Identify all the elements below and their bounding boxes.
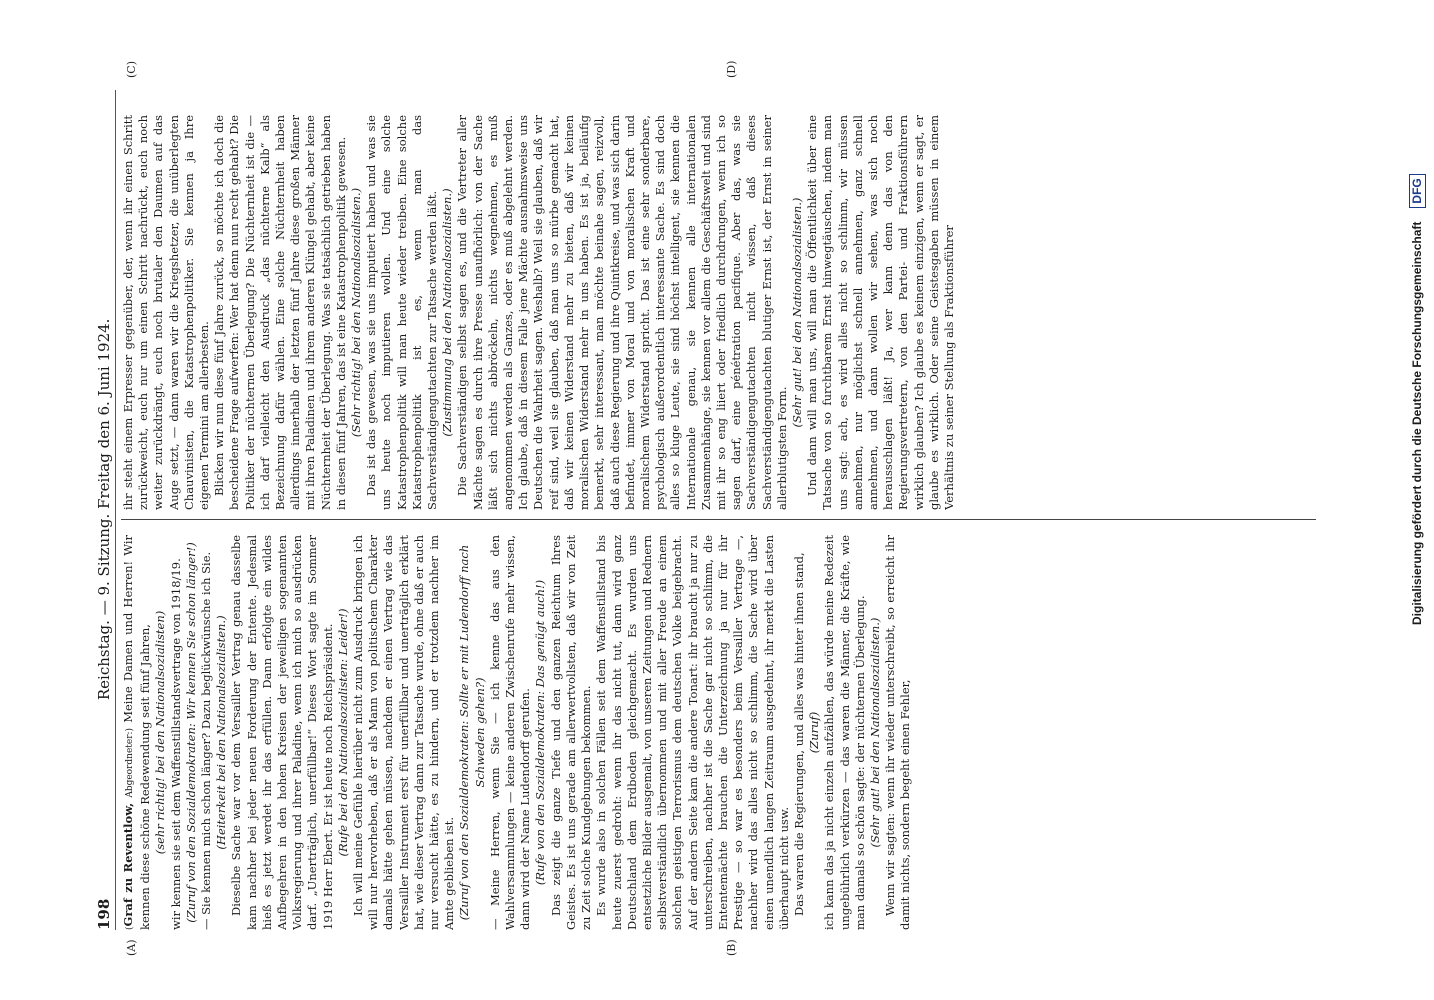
interjection: (Heiterkeit bei den Nationalsozialisten.)	[214, 615, 229, 850]
paragraph: ich kann das ja nicht einzeln aufzählen, das würde meine Redezeit ungebührlich verkürzen — das waren die Männer, die Kräfte, wie man damals so schön sagte: der nüchternen Überlegung.	[822, 535, 867, 930]
interjection: (sehr richtig! bei den Nationalsozialisten)	[153, 610, 168, 855]
paragraph: Das ist das gewesen, was sie uns imputiert haben und was sie uns heute noch imputieren wollen. Und eine solche Katastrophenpolitik will man heute wieder treiben. Eine solche Katastrophenpolitik ist es, wenn man das Sachverständigengutachten zur Tatsache werden läßt.	[364, 115, 440, 510]
speech-text: Meine Damen und Herren! Wir kennen diese schöne Redewendung seit fünf Jahren,	[121, 535, 153, 930]
margin-letter-c: (C)	[125, 61, 138, 78]
margin-letter-a: (A)	[125, 939, 138, 956]
paragraph: Es wurde also in solchen Fällen seit dem Waffenstillstand bis heute zuerst gedroht: wenn ihr das nicht tut, dann wird ganz Deutschland dem Erdboden gleichgemacht. Es wurden uns entsetzliche Bilder ausgemalt, von unseren Zeitungen und Rednern selbstverständlich übernommen und mit aller Freude an einem solchen geistigen Terrorismus dem deutschen Volke beigebracht. Auf der andern Seite kam die andere Tonart: ihr braucht ja nur zu unterschreiben, nachher ist die Sache gar nicht so schlimm, die Ententemächte brauchen die Unterzeichnung ja nur für ihr Prestige — so war es besonders beim Versailler Vertrage —, nachher wird das alles nicht so schlimm, die Sache wird über einen unendlich langen Zeitraum ausgedehnt, ihr merkt die Lasten überhaupt nicht usw.	[594, 535, 791, 930]
paragraph: Das zeigt die ganze Tiefe und den ganzen Reichtum Ihres Geistes. Es ist uns gerade am allerwertvollsten, daß wir von Zeit zu Zeit solche Kundgebungen bekommen.	[548, 535, 594, 930]
running-title: Reichstag. — 9. Sitzung. Freitag den 6. Juni 1924.	[95, 318, 113, 701]
paragraph: wir kennen sie seit dem Waffenstillstandsvertrage von 1918/19.	[168, 558, 183, 930]
interjection: (Sehr gut! bei den Nationalsozialisten.)	[789, 197, 804, 428]
paragraph: Ich will meine Gefühle hierüber nicht zum Ausdruck bringen ich will nur hervorheben, daß er als Mann von politischem Charakter damals hätte gehen müssen, nachdem er einen Vertrag wie das Versailler Instrument erst für unerfüllbar und unerträglich erklärt hat, wie dieser Vertrag dann zur Tatsache wurde, ohne daß er auch nur versucht hätte, es zu hindern, und er trotzdem nachher im Amte geblieben ist.	[351, 535, 457, 930]
margin-letter-b: (B)	[725, 939, 738, 956]
paragraph: Die Sachverständigen selbst sagen es, und die Vertreter aller Mächte sagen es durch ihre Presse unaufhörlich: von der Sache läßt sich nichts abbröckeln, nichts wegnehmen, es muß angenommen werden als Ganzes, oder es muß abgelehnt werden. Ich glaube, daß in diesem Falle jene Mächte ausnahmsweise uns Deutschen die Wahrheit sagen. Weshalb? Weil sie glauben, daß wir reif sind, weil sie glauben, daß man uns so mürbe gemacht hat, daß wir keinen Widerstand mehr zu bieten, daß wir keinen moralischen Widerstand mehr in uns haben. Es ist ja, beiläufig bemerkt, sehr interessant, man möchte beinahe sagen, reizvoll, daß auch diese Regierung und ihre Quintkreise, und was sich darin befindet, immer von Moral und von moralischen Kraft und moralischem Widerstand spricht. Das ist eine sehr sonderbare, psychologisch außerordentlich interessante Sache. Es sind doch alles so kluge Leute, sie sind höchst intelligent, sie kennen die Internationale genau, sie kennen alle internationalen Zusammenhänge, sie kennen vor allem die Geschäftswelt und sind mit ihr so eng liiert oder friedlich durchdrungen, wenn ich so sagen darf, eine pénétration pacifique. Aber das, was sie Sachverständigengutachten nicht wissen, daß dieses Sachverständigengutachten blutiger Ernst ist, der Ernst in seiner allerblutigsten Form.	[455, 115, 789, 510]
paragraph: — Meine Herren, wenn Sie — ich kenne das aus den Wahlversammlungen — keine anderen Zwischenrufe mehr wissen, dann wird der Name Ludendorff gerufen.	[487, 535, 533, 930]
margin-letter-d: (D)	[725, 60, 738, 78]
dfg-logo: DFG	[1409, 174, 1426, 207]
interjection: (Zuruf von den Sozialdemokraten: Wir kennen Sie schon länger!)	[183, 542, 198, 923]
page-number: 198	[95, 898, 113, 930]
paragraph: — Sie kennen mich schon länger? Dazu beglückwünsche ich Sie.	[199, 551, 214, 930]
paragraph: Blicken wir nun diese fünf Jahre zurück, so möchte ich doch die bescheidene Frage aufwerfen: Wer hat denn nun recht gehabt? Die Politiker der nüchternen Überlegung? Die Nüchternheit ist die — ich darf vielleicht den Ausdruck „das nüchterne Kalb“ als Bezeichnung dafür wählen. Eine solche Nüchternheit haben allerdings innerhalb der letzten fünf Jahre diese großen Männer mit ihren Paladinen und ihrem anderen Klüngel gehabt, aber keine Nüchternheit der Überlegung. Was sie tatsächlich getrieben haben in diesen fünf Jahren, das ist eine Katastrophenpolitik gewesen.	[212, 115, 348, 510]
paragraph: Und dann will man uns, will man die Öffentlichkeit über eine Tatsache von so furchtbarem Ernst hinwegtäuschen, indem man uns sagt: ach, es wird alles nicht so schlimm, wir müssen annehmen, nur möglichst schnell annehmen, ganz schnell annehmen, und dann wollen wir sehen, was sich noch herausschlagen läßt! Ja, wer kann denn das von den Regierungsvertretern, von den Partei- und Fraktionsführern wirklich glauben? Ich glaube es keinem einzigen, wenn er sagt, er glaube es wirklich. Oder seine Geistesgaben müssen in einem Verhältnis zu seiner Stellung als Fraktionsführer	[805, 115, 956, 510]
speaker-name: Graf zu Reventlow,	[121, 802, 135, 927]
interjection: (Sehr richtig! bei den Nationalsozialisten.)	[349, 187, 364, 438]
paragraph: Das waren die Regierungen, und alles was hinter ihnen stand,	[791, 552, 806, 916]
digitization-footer	[1400, 0, 1434, 1000]
interjection: (Zuruf)	[807, 711, 822, 754]
document-page	[85, 60, 1325, 956]
right-column	[121, 115, 1316, 510]
column-divider	[121, 519, 1316, 520]
digitization-note: Digitalisierung gefördert durch die Deutsche Forschungsgemeinschaft	[1410, 221, 1424, 625]
paragraph: Dieselbe Sache war vor dem Versailler Vertrag genau dasselbe kam nachher bei jeder neuen Forderung der Entente. Jedesmal hieß es jetzt werdet ihr das erfüllen. Dann erfolgte ein wildes Aufbegehren in den hohen Kreisen der jeweiligen sogenannten Volksregierung und ihrer Paladine, wenn ich mich so ausdrücken darf. „Unerträglich, unerfüllbar!“ Dieses Wort sagte im Sommer 1919 Herr Ebert. Er ist heute noch Reichspräsident.	[229, 535, 335, 930]
paragraph: ihr steht einem Erpresser gegenüber, der, wenn ihr einen Schritt zurückweicht, euch nur um einen Schritt nachrückt, euch noch weiter zurückdrängt, euch noch brutaler den Daumen auf das Auge setzt, — dann waren wir die Kriegshetzer, die unüberlegten Chauvinisten, die Katastrophenpolitiker. Sie kennen ja Ihre eigenen Termini am allerbesten.	[121, 115, 212, 510]
interjection: (Zuruf von den Sozialdemokraten: Sollte er mit Ludendorff nach Schweden gehen?)	[457, 544, 487, 921]
speaker-role: Abgeordneter:	[125, 731, 135, 798]
interjection: (Rufe bei den Nationalsozialisten: Leider!)	[335, 608, 350, 857]
interjection: (Sehr gut! bei den Nationalsozialisten.)	[867, 617, 882, 848]
left-column	[121, 535, 1316, 930]
speech-opening: (Graf zu Reventlow, Abgeordneter:) Meine Damen und Herren! Wir kennen diese schöne Redewendung seit fünf Jahren,	[121, 535, 153, 930]
interjection: (Rufe von den Sozialdemokraten: Das genügt auch!)	[533, 579, 548, 886]
page-header	[85, 90, 116, 930]
paragraph: Wenn wir sagten: wenn ihr wieder unterschreibt, so erreicht ihr damit nichts, sondern begeht einen Fehler,	[883, 535, 913, 930]
interjection: (Zustimmung bei den Nationalsozialisten.)	[440, 188, 455, 437]
